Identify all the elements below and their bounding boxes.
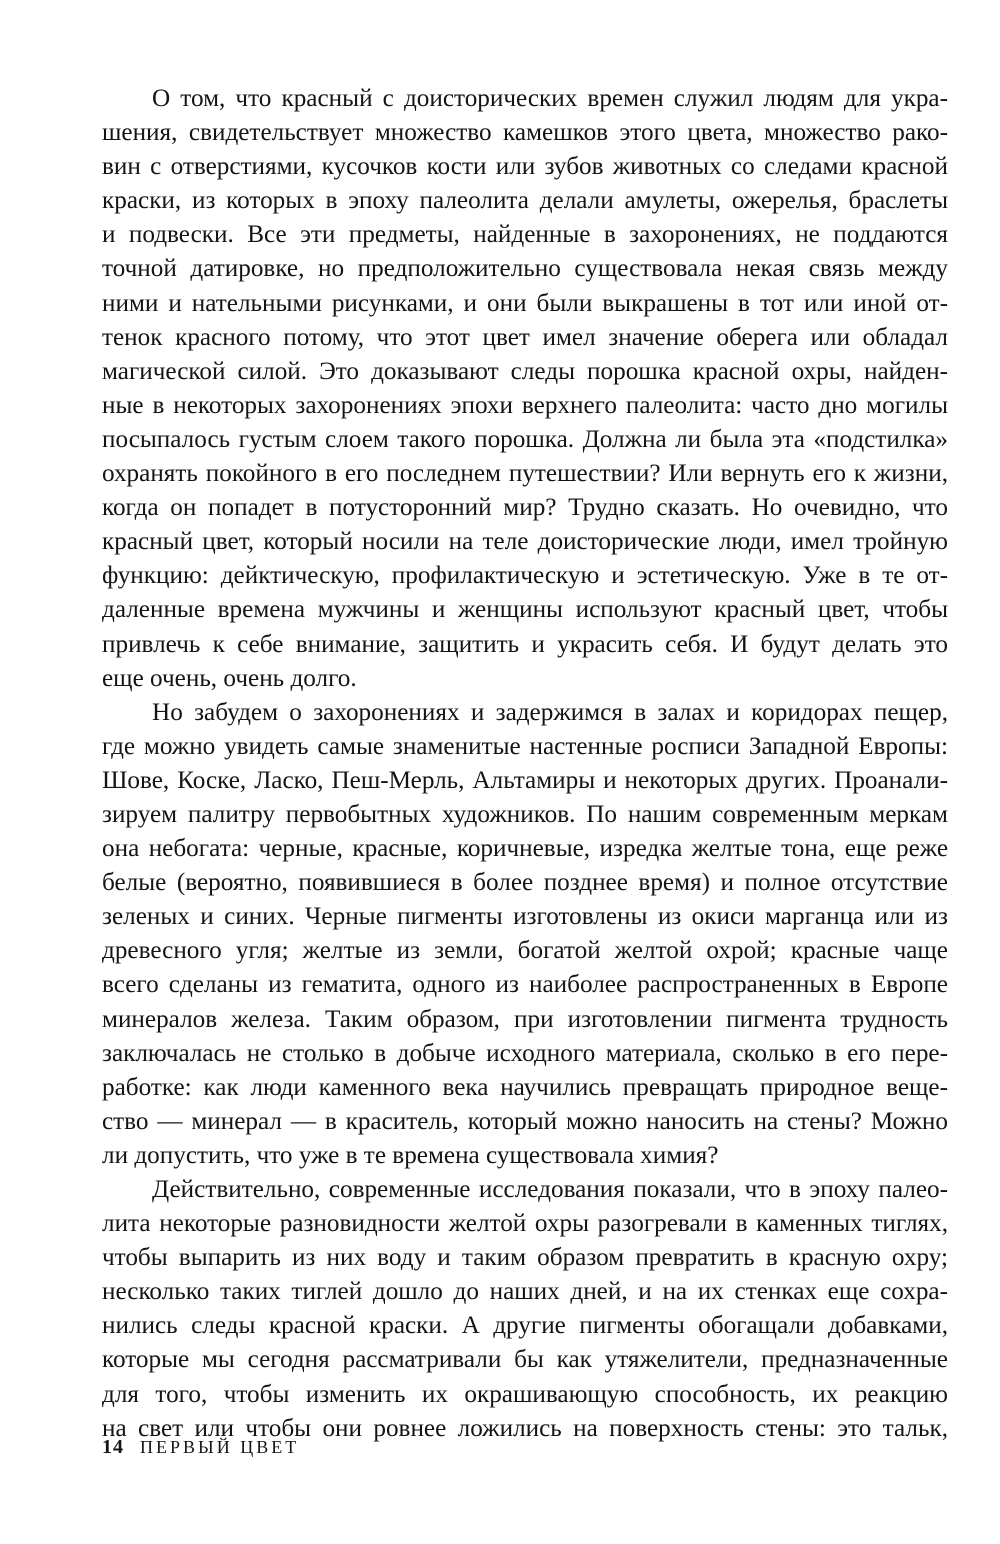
text-line: привлечь к себе внимание, защитить и украсить себя. И будут делать это bbox=[102, 630, 948, 658]
running-head: ПЕРВЫЙ ЦВЕТ bbox=[140, 1437, 300, 1457]
text-line: белые (вероятно, появившиеся в более позднее время) и полное отсутствие bbox=[102, 869, 948, 897]
text-line: функцию: дейктическую, профилактическую и эстетическую. Уже в те от- bbox=[102, 562, 948, 590]
text-line: минералов железа. Таким образом, при изготовлении пигмента трудность bbox=[102, 1005, 948, 1033]
page-number: 14 bbox=[102, 1436, 124, 1458]
text-line: Но забудем о захоронениях и задержимся в залах и коридорах пещер, bbox=[152, 698, 948, 726]
body-text bbox=[102, 82, 948, 1446]
text-line: нились следы красной краски. А другие пигменты обогащали добавками, bbox=[102, 1312, 948, 1340]
text-line: краски, из которых в эпоху палеолита делали амулеты, ожерелья, браслеты bbox=[102, 187, 948, 215]
text-line: древесного угля; желтые из земли, богатой желтой охрой; красные чаще bbox=[102, 937, 948, 965]
text-line: шения, свидетельствует множество камешков этого цвета, множество рако- bbox=[102, 119, 948, 147]
text-line: ними и нательными рисунками, и они были выкрашены в тот или иной от- bbox=[102, 289, 948, 317]
text-line: она небогата: черные, красные, коричневые, изредка желтые тона, еще реже bbox=[102, 835, 948, 863]
text-line: зируем палитру первобытных художников. По нашим современным меркам bbox=[102, 800, 948, 828]
text-line: всего сделаны из гематита, одного из наиболее распространенных в Европе bbox=[102, 971, 948, 999]
text-line: лита некоторые разновидности желтой охры разогревали в каменных тиглях, bbox=[102, 1210, 948, 1238]
text-line: и подвески. Все эти предметы, найденные в захоронениях, не поддаются bbox=[102, 221, 948, 249]
text-line: зеленых и синих. Черные пигменты изготовлены из окиси марганца или из bbox=[102, 903, 948, 931]
text-line: ство — минерал — в краситель, который можно наносить на стены? Можно bbox=[102, 1107, 948, 1135]
text-line: заключалась не столько в добыче исходного материала, сколько в его пере- bbox=[102, 1039, 948, 1067]
text-line: ли допустить, что уже в те времена существовала химия? bbox=[102, 1141, 719, 1169]
text-line: Шове, Коске, Ласко, Пеш-Мерль, Альтамиры и некоторых других. Проанали- bbox=[102, 766, 948, 794]
text-line: ные в некоторых захоронениях эпохи верхнего палеолита: часто дно могилы bbox=[102, 391, 948, 419]
text-line: для того, чтобы изменить их окрашивающую способность, их реакцию bbox=[102, 1380, 948, 1408]
text-line: даленные времена мужчины и женщины используют красный цвет, чтобы bbox=[102, 596, 948, 624]
text-line: О том, что красный с доисторических времен служил людям для укра- bbox=[152, 85, 948, 112]
text-line: работке: как люди каменного века научились превращать природное веще- bbox=[102, 1073, 948, 1101]
text-line: красный цвет, который носили на теле доисторические люди, имел тройную bbox=[102, 528, 948, 556]
text-line: вин с отверстиями, кусочков кости или зубов животных со следами красной bbox=[102, 153, 948, 181]
text-line: охранять покойного в его последнем путешествии? Или вернуть его к жизни, bbox=[102, 460, 948, 488]
text-line: чтобы выпарить из них воду и таким образом превратить в красную охру; bbox=[102, 1244, 948, 1272]
text-line: точной датировке, но предположительно существовала некая связь между bbox=[102, 255, 948, 283]
page-footer bbox=[102, 1432, 299, 1462]
text-line: Действительно, современные исследования показали, что в эпоху палео- bbox=[152, 1176, 948, 1203]
text-line: тенок красного потому, что этот цвет имел значение оберега или обладал bbox=[102, 323, 948, 351]
text-line: которые мы сегодня рассматривали бы как утяжелители, предназначенные bbox=[102, 1346, 948, 1374]
text-line: еще очень, очень долго. bbox=[102, 664, 357, 692]
text-line: где можно увидеть самые знаменитые настенные росписи Западной Европы: bbox=[102, 732, 948, 760]
text-line: несколько таких тиглей дошло до наших дней, и на их стенках еще сохра- bbox=[102, 1278, 948, 1306]
text-line: магической силой. Это доказывают следы порошка красной охры, найден- bbox=[102, 357, 948, 385]
text-line: на свет или чтобы они ровнее ложились на поверхность стены: это тальк, bbox=[102, 1414, 948, 1442]
text-line: посыпалось густым слоем такого порошка. Должна ли была эта «подстилка» bbox=[102, 425, 948, 453]
text-line: когда он попадет в потусторонний мир? Трудно сказать. Но очевидно, что bbox=[102, 494, 948, 522]
